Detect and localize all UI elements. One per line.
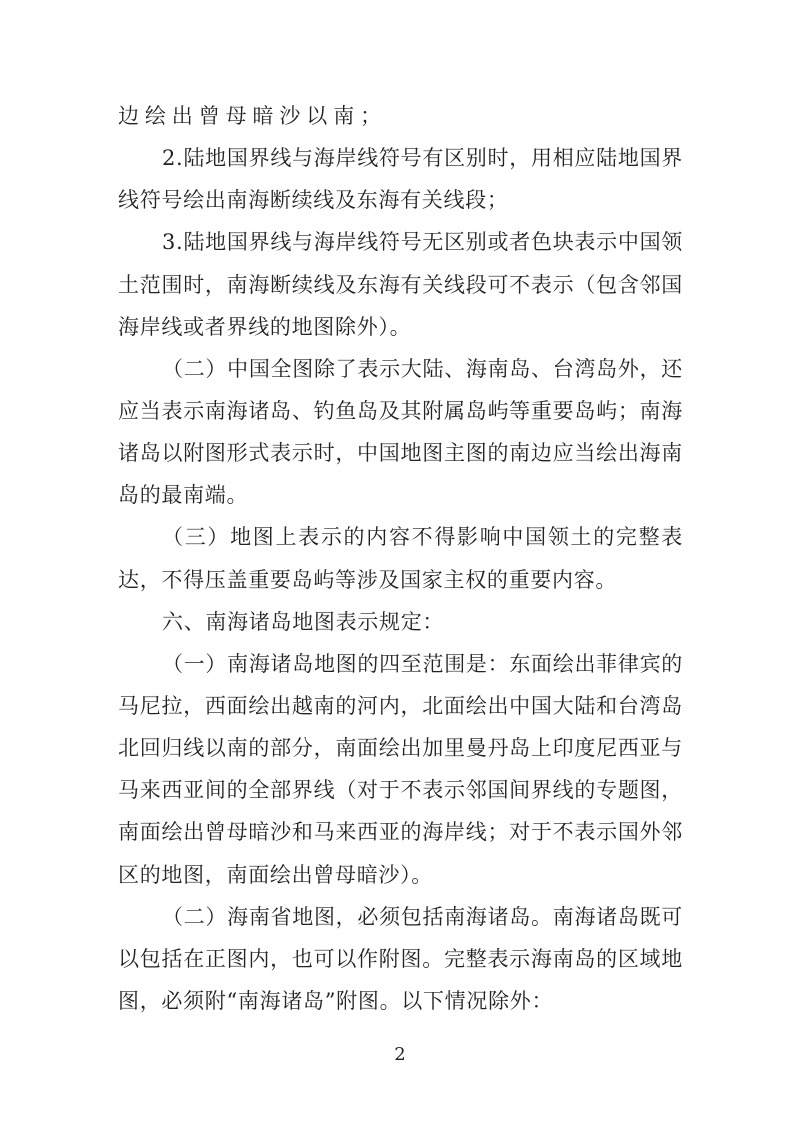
page-number: 2 [394,1044,406,1065]
text-line: 图，必须附“南海诸岛”附图。以下情况除外： [118,988,554,1013]
text-line: 土范围时，南海断续线及东海有关线段可不表示（包含邻国 [118,272,683,297]
text-line: 岛的最南端。 [118,483,249,508]
text-line: 马来西亚间的全部界线（对于不表示邻国间界线的专题图， [118,778,683,803]
text-line: 区的地图，南面绘出曾母暗沙）。 [118,862,433,887]
text-line: （二）海南省地图，必须包括南海诸岛。南海诸岛既可 [162,904,683,929]
text-line: 六、南海诸岛地图表示规定： [162,609,445,634]
text-line: （一）南海诸岛地图的四至范围是：东面绘出菲律宾的 [162,651,683,676]
text-line: 北回归线以南的部分，南面绘出加里曼丹岛上印度尼西亚与 [118,736,683,761]
text-line: 以包括在正图内，也可以作附图。完整表示海南岛的区域地 [118,946,683,971]
text-line: 边绘出曾母暗沙以南； [118,104,387,128]
text-line: 3.陆地国界线与海岸线符号无区别或者色块表示中国领 [162,230,683,255]
text-line: （三）地图上表示的内容不得影响中国领土的完整表 [162,525,683,550]
text-line: 诸岛以附图形式表示时，中国地图主图的南边应当绘出海南 [118,441,683,466]
text-line: （二）中国全图除了表示大陆、海南岛、台湾岛外，还 [162,356,683,381]
text-line: 马尼拉，西面绘出越南的河内，北面绘出中国大陆和台湾岛 [118,693,683,718]
document-body [118,95,683,1022]
text-line: 南面绘出曾母暗沙和马来西亚的海岸线；对于不表示国外邻 [118,820,683,845]
text-line: 海岸线或者界线的地图除外）。 [118,314,412,339]
text-line: 线符号绘出南海断续线及东海有关线段； [118,188,509,213]
text-line: 应当表示南海诸岛、钓鱼岛及其附属岛屿等重要岛屿；南海 [118,398,683,423]
text-line: 2.陆地国界线与海岸线符号有区别时，用相应陆地国界 [162,146,683,171]
text-line: 达，不得压盖重要岛屿等涉及国家主权的重要内容。 [118,567,618,592]
